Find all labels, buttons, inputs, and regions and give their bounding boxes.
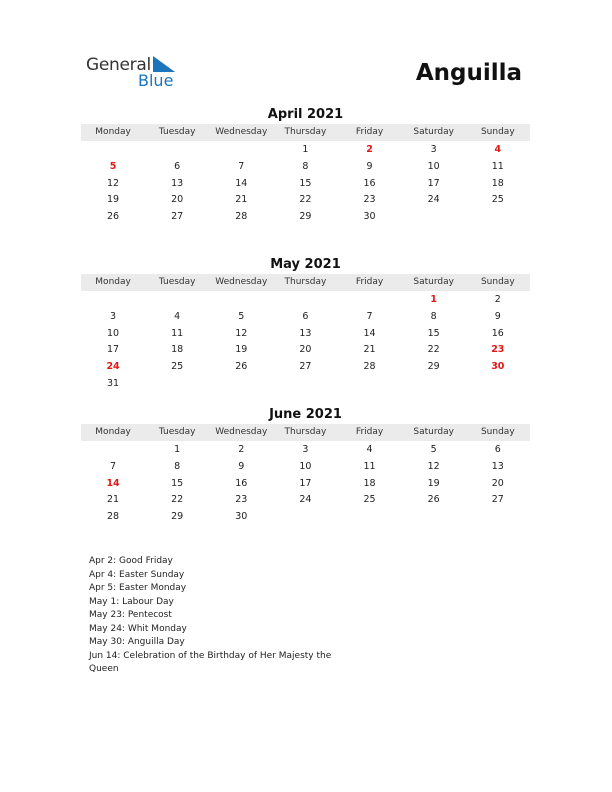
day-cell: 18 [363, 477, 376, 489]
day-cell: 30 [363, 211, 376, 223]
country-title: Anguilla [415, 60, 522, 86]
day-cell: 21 [363, 344, 376, 356]
generalblue-logo [86, 55, 186, 95]
weekday-label: Wednesday [215, 127, 268, 137]
day-cell: 20 [491, 477, 504, 489]
day-cell: 17 [299, 477, 312, 489]
empty-day-cell [81, 142, 145, 159]
weekday-label: Saturday [413, 277, 454, 287]
week-row [81, 442, 530, 459]
weekday-label: Friday [355, 277, 384, 287]
day-cell: 25 [491, 194, 504, 206]
day-cell: 30 [235, 511, 248, 523]
day-cell: 13 [299, 327, 312, 339]
holiday-day-cell: 5 [109, 160, 117, 172]
empty-day-cell [145, 376, 209, 393]
day-cell: 17 [427, 177, 440, 189]
day-cell: 16 [363, 177, 376, 189]
empty-day-cell [338, 376, 402, 393]
empty-day-cell [338, 292, 402, 309]
day-cell: 20 [171, 194, 184, 206]
holiday-day-cell: 1 [430, 294, 437, 305]
holiday-note: Apr 4: Easter Sunday [89, 569, 185, 580]
week-row [81, 459, 530, 476]
day-cell: 13 [491, 460, 504, 472]
day-cell: 22 [427, 344, 440, 356]
week-row [81, 326, 530, 343]
weekday-label: Tuesday [158, 127, 196, 137]
day-cell: 13 [171, 177, 184, 189]
day-cell: 4 [366, 444, 373, 455]
logo-blue-text: Blue [138, 71, 174, 90]
day-cell: 6 [174, 160, 181, 172]
holiday-note: May 30: Anguilla Day [89, 637, 185, 647]
day-cell: 26 [427, 494, 440, 506]
day-cell: 11 [171, 327, 184, 339]
day-cell: 19 [427, 477, 440, 489]
weekday-header-row [81, 274, 530, 291]
day-cell: 18 [171, 344, 184, 356]
weekday-label: Thursday [284, 277, 327, 287]
day-cell: 5 [430, 444, 437, 455]
day-cell: 3 [110, 310, 117, 322]
day-cell: 27 [491, 494, 504, 506]
day-cell: 29 [299, 211, 312, 223]
week-row [81, 359, 530, 376]
empty-day-cell [81, 442, 145, 459]
day-cell: 17 [107, 344, 120, 356]
week-row [81, 492, 530, 509]
day-cell: 21 [235, 194, 248, 206]
day-cell: 28 [363, 361, 376, 373]
empty-day-cell [273, 292, 337, 309]
week-row [81, 176, 530, 193]
day-cell: 11 [491, 160, 504, 172]
day-cell: 6 [302, 310, 309, 322]
weekday-label: Monday [95, 277, 131, 287]
day-cell: 26 [235, 361, 248, 373]
holiday-list [89, 555, 349, 677]
day-cell: 27 [171, 211, 184, 223]
weekday-label: Monday [95, 427, 131, 437]
week-row [81, 209, 530, 226]
weekday-label: Tuesday [158, 427, 196, 437]
empty-day-cell [145, 142, 209, 159]
day-cell: 3 [430, 144, 437, 155]
empty-day-cell [402, 509, 466, 526]
day-cell: 1 [302, 144, 309, 155]
holiday-note: Apr 2: Good Friday [89, 556, 173, 566]
weekday-header-row [81, 424, 530, 441]
weekday-label: Sunday [480, 277, 515, 287]
empty-day-cell [145, 292, 209, 309]
weekday-label: Sunday [480, 127, 515, 137]
day-cell: 4 [174, 310, 181, 322]
day-cell: 28 [107, 511, 120, 523]
day-cell: 15 [427, 327, 440, 339]
weekday-label: Wednesday [215, 427, 268, 437]
day-cell: 18 [491, 177, 504, 189]
day-cell: 31 [107, 377, 120, 389]
empty-day-cell [338, 509, 402, 526]
holiday-day-cell: 30 [491, 361, 505, 373]
day-cell: 7 [366, 310, 373, 322]
day-cell: 24 [299, 494, 312, 506]
weekday-label: Thursday [284, 427, 327, 437]
month-title: May 2021 [270, 257, 341, 272]
empty-day-cell [402, 376, 466, 393]
week-row [81, 342, 530, 359]
day-cell: 14 [235, 177, 248, 189]
day-cell: 8 [430, 310, 437, 322]
holiday-day-cell: 4 [494, 144, 502, 155]
empty-day-cell [466, 509, 530, 526]
week-row [81, 159, 530, 176]
day-cell: 25 [171, 361, 184, 373]
empty-day-cell [209, 142, 273, 159]
day-cell: 12 [107, 177, 120, 189]
weekday-label: Saturday [413, 427, 454, 437]
day-cell: 7 [238, 160, 245, 172]
weekday-label: Friday [355, 427, 384, 437]
day-cell: 14 [363, 327, 376, 339]
holiday-day-cell: 14 [106, 477, 120, 489]
month-title: April 2021 [267, 107, 344, 122]
empty-day-cell [402, 209, 466, 226]
day-cell: 10 [427, 160, 440, 172]
day-cell: 23 [363, 194, 376, 206]
weekday-label: Monday [95, 127, 131, 137]
day-cell: 28 [235, 211, 248, 223]
day-cell: 26 [107, 211, 120, 223]
day-cell: 16 [235, 477, 248, 489]
day-cell: 22 [299, 194, 312, 206]
day-cell: 5 [238, 310, 245, 322]
week-row [81, 376, 530, 393]
empty-day-cell [81, 292, 145, 309]
day-cell: 8 [302, 160, 309, 172]
day-cell: 12 [235, 327, 248, 339]
week-row [81, 292, 530, 309]
weekday-label: Tuesday [158, 277, 196, 287]
day-cell: 19 [107, 194, 120, 206]
empty-day-cell [466, 209, 530, 226]
holiday-day-cell: 23 [491, 344, 505, 356]
day-cell: 27 [299, 361, 312, 373]
day-cell: 9 [494, 310, 501, 322]
holiday-day-cell: 24 [106, 361, 120, 373]
week-row [81, 309, 530, 326]
week-row [81, 142, 530, 159]
week-row [81, 509, 530, 526]
day-cell: 21 [107, 494, 120, 506]
holiday-note: May 23: Pentecost [89, 610, 172, 620]
empty-day-cell [273, 376, 337, 393]
day-cell: 9 [366, 160, 373, 172]
day-cell: 20 [299, 344, 312, 356]
day-cell: 3 [302, 444, 309, 455]
holiday-note: May 24: Whit Monday [89, 623, 187, 634]
day-cell: 10 [107, 327, 120, 339]
day-cell: 2 [494, 294, 501, 305]
weekday-label: Friday [355, 127, 384, 137]
day-cell: 8 [174, 460, 181, 472]
logo-general-text: General [86, 55, 151, 75]
day-cell: 25 [363, 494, 376, 506]
day-cell: 10 [299, 460, 312, 472]
week-row [81, 476, 530, 493]
logo-flag-icon [153, 56, 177, 72]
holiday-note: Jun 14: Celebration of the Birthday of Her Majesty the Queen [89, 650, 332, 674]
month-may [81, 256, 530, 393]
empty-day-cell [209, 292, 273, 309]
day-cell: 22 [171, 494, 184, 506]
weekday-label: Wednesday [215, 277, 268, 287]
empty-day-cell [273, 509, 337, 526]
empty-day-cell [209, 376, 273, 393]
day-cell: 7 [110, 460, 117, 472]
day-cell: 23 [235, 494, 248, 506]
month-april [81, 106, 530, 226]
weekday-label: Saturday [413, 127, 454, 137]
month-june [81, 406, 530, 526]
day-cell: 24 [427, 194, 440, 206]
empty-day-cell [466, 376, 530, 393]
holiday-note: Apr 5: Easter Monday [89, 583, 187, 593]
day-cell: 15 [171, 477, 184, 489]
day-cell: 29 [171, 511, 184, 523]
week-row [81, 192, 530, 209]
day-cell: 1 [174, 444, 181, 455]
day-cell: 6 [494, 444, 501, 455]
weekday-header-row [81, 124, 530, 141]
day-cell: 29 [427, 361, 440, 373]
month-title: June 2021 [269, 407, 342, 422]
weekday-label: Thursday [284, 127, 327, 137]
day-cell: 9 [238, 460, 245, 472]
day-cell: 16 [491, 327, 504, 339]
weekday-label: Sunday [480, 427, 515, 437]
holiday-note: May 1: Labour Day [89, 596, 174, 607]
day-cell: 15 [299, 177, 312, 189]
day-cell: 12 [427, 460, 440, 472]
day-cell: 19 [235, 344, 248, 356]
day-cell: 2 [238, 444, 245, 455]
holiday-day-cell: 2 [366, 144, 373, 155]
day-cell: 11 [363, 460, 376, 472]
